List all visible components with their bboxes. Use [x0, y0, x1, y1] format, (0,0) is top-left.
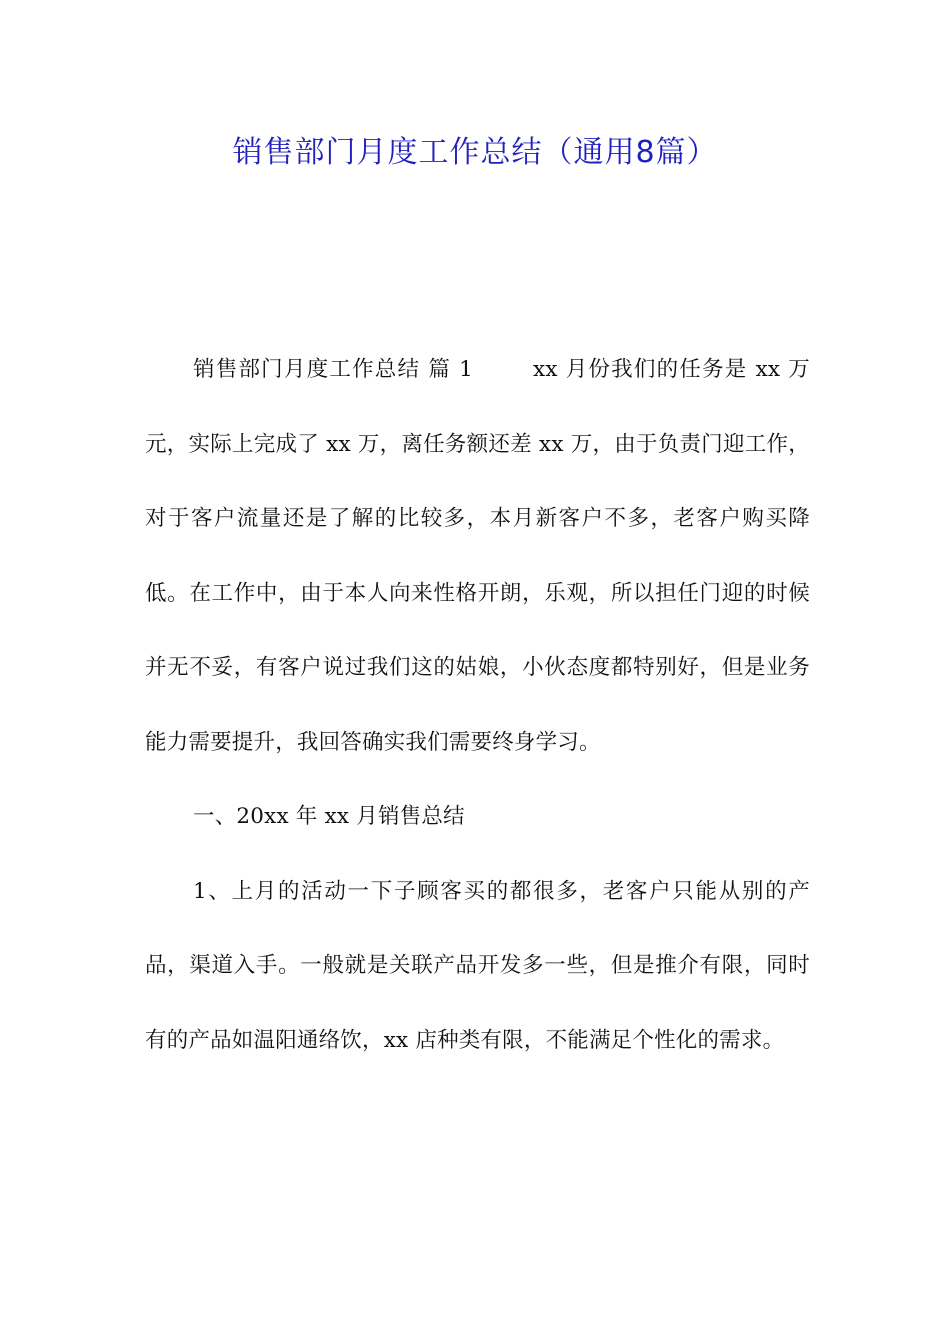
paragraph-1 — [145, 333, 810, 780]
document-title: 销售部门月度工作总结（通用8篇） — [232, 135, 718, 170]
section-heading: 销售部门月度工作总结 篇 1 — [193, 357, 473, 382]
paragraph-2: 一、20xx 年 xx 月销售总结 — [193, 804, 465, 829]
paragraph-text: xx 月份我们的任务是 xx 万元，实际上完成了 xx 万，离任务额还差 xx 万，由于负责门迎工作，对于客户流量还是了解的比较多，本月新客户不多，老客户购买降低。在工作中，由于本人向来性格开朗，乐观，所以担任门迎的时候并无不妥，有客户说过我们这的姑娘，小伙态度都特别好，但是业务能力需要提升，我回答确实我们需要终身学习。 — [145, 357, 810, 755]
document-body — [145, 333, 810, 1078]
paragraph-3: 1、上月的活动一下子顾客买的都很多，老客户只能从别的产品，渠道入手。一般就是关联产品开发多一些，但是推介有限，同时有的产品如温阳通络饮，xx 店种类有限，不能满足个性化的需求。 — [145, 878, 810, 1053]
